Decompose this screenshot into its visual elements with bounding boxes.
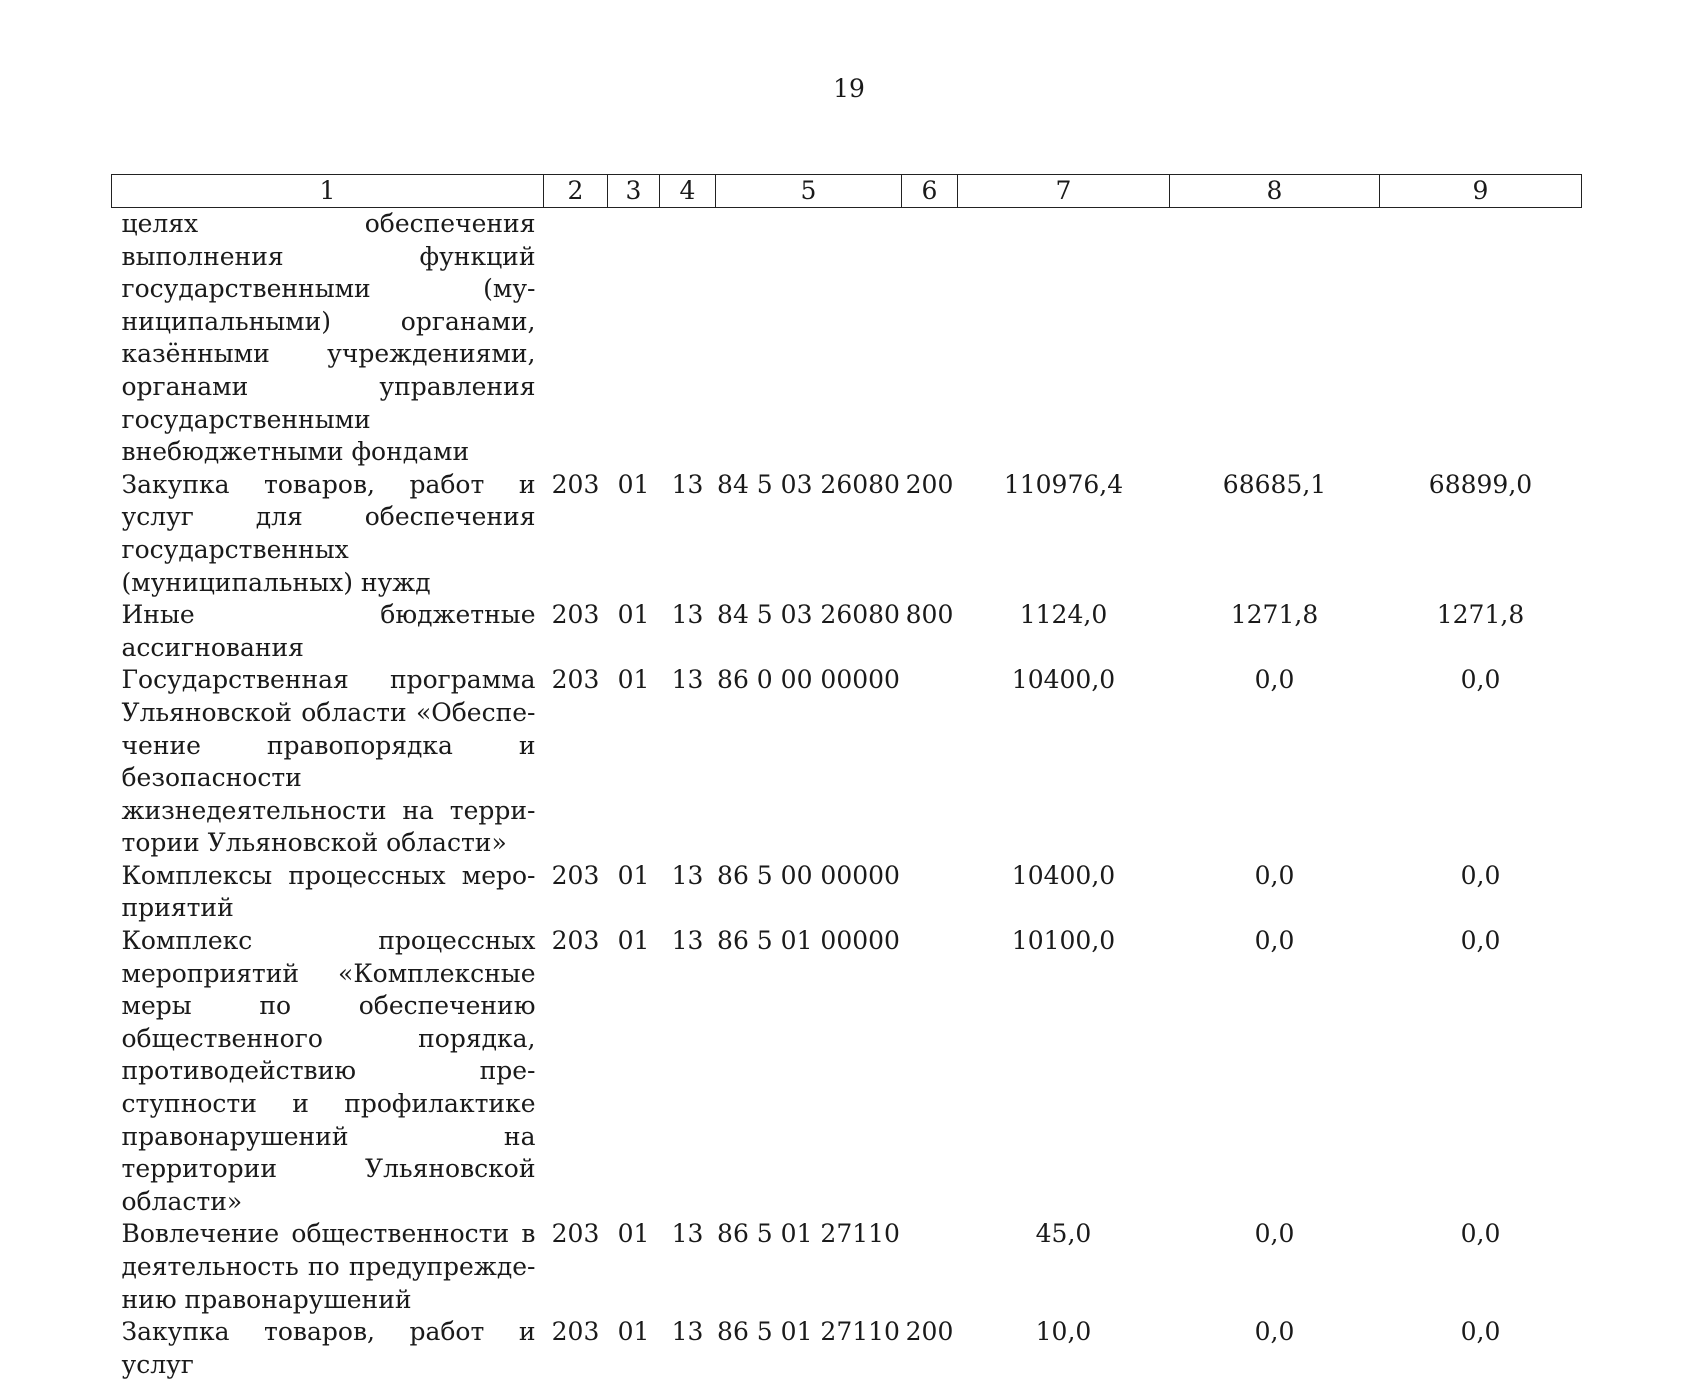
column-header-2: 2	[544, 175, 608, 208]
cell-subsection: 13	[660, 860, 716, 925]
cell-amount-8: 68685,1	[1170, 469, 1380, 599]
cell-expense-type	[902, 925, 958, 1218]
cell-subsection	[660, 208, 716, 469]
cell-amount-9: 0,0	[1380, 1218, 1582, 1316]
cell-section: 01	[608, 1218, 660, 1316]
cell-subsection: 13	[660, 599, 716, 664]
cell-expense-type	[902, 208, 958, 469]
cell-target-article: 86 5 01 27110	[716, 1218, 902, 1316]
cell-section: 01	[608, 925, 660, 1218]
cell-amount-8: 1271,8	[1170, 599, 1380, 664]
cell-expense-type	[902, 664, 958, 860]
cell-amount-8: 0,0	[1170, 1218, 1380, 1316]
column-header-5: 5	[716, 175, 902, 208]
cell-amount-7: 10400,0	[958, 860, 1170, 925]
cell-admin-code: 203	[544, 599, 608, 664]
row-name: Закупка товаров, работ и услуг	[112, 1316, 544, 1381]
column-header-1: 1	[112, 175, 544, 208]
column-header-9: 9	[1380, 175, 1582, 208]
cell-admin-code: 203	[544, 1316, 608, 1381]
cell-admin-code: 203	[544, 860, 608, 925]
cell-subsection: 13	[660, 469, 716, 599]
cell-subsection: 13	[660, 1316, 716, 1381]
cell-target-article: 84 5 03 26080	[716, 599, 902, 664]
cell-amount-9: 1271,8	[1380, 599, 1582, 664]
cell-amount-9	[1380, 208, 1582, 469]
cell-admin-code	[544, 208, 608, 469]
table-row	[112, 664, 1582, 860]
table-row	[112, 925, 1582, 1218]
cell-amount-9: 0,0	[1380, 925, 1582, 1218]
table-row	[112, 469, 1582, 599]
column-header-4: 4	[660, 175, 716, 208]
table-row	[112, 1316, 1582, 1381]
row-name: Иные бюджетные ассигнования	[112, 599, 544, 664]
row-name: целях обеспечения выполнения функций государственными (муниципальными) органами, казёнными учреждениями, органами управления государственными внебюджетными фондами	[112, 208, 544, 469]
cell-subsection: 13	[660, 925, 716, 1218]
table-row	[112, 860, 1582, 925]
column-number-row	[112, 175, 1582, 208]
column-header-6: 6	[902, 175, 958, 208]
row-name: Вовлечение общественности в деятельность по предупреждению правонарушений	[112, 1218, 544, 1316]
page-number: 19	[0, 74, 1698, 103]
cell-amount-9: 68899,0	[1380, 469, 1582, 599]
cell-subsection: 13	[660, 664, 716, 860]
cell-amount-7: 1124,0	[958, 599, 1170, 664]
row-name: Закупка товаров, работ и услуг для обеспечения государственных (муниципальных) нужд	[112, 469, 544, 599]
cell-expense-type: 200	[902, 469, 958, 599]
cell-admin-code: 203	[544, 1218, 608, 1316]
cell-target-article	[716, 208, 902, 469]
cell-section: 01	[608, 599, 660, 664]
cell-amount-9: 0,0	[1380, 1316, 1582, 1381]
cell-target-article: 86 0 00 00000	[716, 664, 902, 860]
table-row	[112, 599, 1582, 664]
row-name: Комплекс процессных мероприятий «Комплексные меры по обеспечению общественного порядка, противодействию преступности и профилактике правонарушений на территории Ульяновской области»	[112, 925, 544, 1218]
cell-section	[608, 208, 660, 469]
cell-amount-8: 0,0	[1170, 1316, 1380, 1381]
cell-section: 01	[608, 1316, 660, 1381]
cell-amount-9: 0,0	[1380, 860, 1582, 925]
table-body	[112, 208, 1582, 1381]
row-name: Государственная программа Ульяновской области «Обеспечение правопорядка и безопасности жизнедеятельности на территории Ульяновской области»	[112, 664, 544, 860]
cell-admin-code: 203	[544, 469, 608, 599]
column-header-8: 8	[1170, 175, 1380, 208]
cell-admin-code: 203	[544, 925, 608, 1218]
cell-expense-type: 800	[902, 599, 958, 664]
cell-target-article: 86 5 01 27110	[716, 1316, 902, 1381]
cell-target-article: 84 5 03 26080	[716, 469, 902, 599]
cell-admin-code: 203	[544, 664, 608, 860]
cell-amount-8: 0,0	[1170, 925, 1380, 1218]
cell-target-article: 86 5 00 00000	[716, 860, 902, 925]
column-header-3: 3	[608, 175, 660, 208]
cell-amount-8	[1170, 208, 1380, 469]
cell-section: 01	[608, 469, 660, 599]
cell-expense-type: 200	[902, 1316, 958, 1381]
cell-target-article: 86 5 01 00000	[716, 925, 902, 1218]
cell-amount-7: 10,0	[958, 1316, 1170, 1381]
cell-expense-type	[902, 860, 958, 925]
cell-subsection: 13	[660, 1218, 716, 1316]
table-row	[112, 1218, 1582, 1316]
cell-amount-7: 45,0	[958, 1218, 1170, 1316]
cell-amount-8: 0,0	[1170, 664, 1380, 860]
cell-amount-7	[958, 208, 1170, 469]
cell-amount-7: 110976,4	[958, 469, 1170, 599]
cell-amount-7: 10100,0	[958, 925, 1170, 1218]
cell-section: 01	[608, 664, 660, 860]
column-header-7: 7	[958, 175, 1170, 208]
cell-section: 01	[608, 860, 660, 925]
cell-amount-8: 0,0	[1170, 860, 1380, 925]
table-header	[112, 175, 1582, 208]
row-name: Комплексы процессных мероприятий	[112, 860, 544, 925]
table-row	[112, 208, 1582, 469]
cell-expense-type	[902, 1218, 958, 1316]
cell-amount-7: 10400,0	[958, 664, 1170, 860]
cell-amount-9: 0,0	[1380, 664, 1582, 860]
